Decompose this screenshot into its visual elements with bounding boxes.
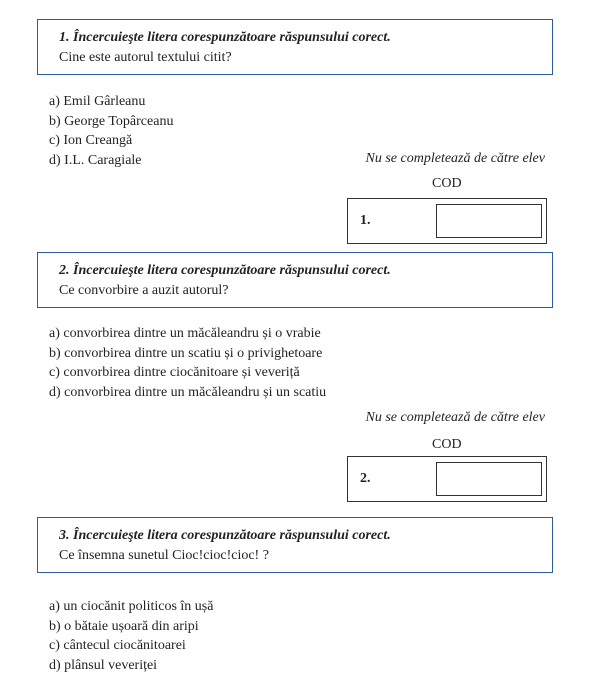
question-2-box: [37, 252, 553, 308]
question-1-box: [37, 19, 553, 75]
question-1-cod-label: COD: [432, 176, 462, 191]
option-2c[interactable]: c) convorbirea dintre ciocănitoare și veveriță: [49, 365, 300, 380]
option-1a[interactable]: a) Emil Gârleanu: [49, 94, 146, 109]
question-3-options: [49, 597, 213, 675]
question-1-instruction: 1. Încercuieşte litera corespunzătoare răspunsului corect.: [59, 30, 391, 45]
option-2a[interactable]: a) convorbirea dintre un măcăleandru și o vrabie: [49, 326, 321, 341]
option-3b[interactable]: b) o bătaie ușoară din aripi: [49, 618, 199, 634]
question-2-code-number: 2.: [360, 471, 371, 486]
option-2b[interactable]: b) convorbirea dintre un scatiu și o privighetoare: [49, 345, 323, 361]
question-1-code-number: 1.: [360, 213, 371, 228]
question-2-options: [49, 324, 326, 402]
question-2-cod-label: COD: [432, 437, 462, 452]
option-1c[interactable]: c) Ion Creangă: [49, 133, 133, 148]
option-3c[interactable]: c) cântecul ciocănitoarei: [49, 638, 186, 653]
question-2-instruction: 2. Încercuieşte litera corespunzătoare răspunsului corect.: [59, 263, 391, 278]
question-1-options: [49, 92, 173, 170]
question-2-teacher-note: Nu se completează de către elev: [365, 410, 545, 425]
question-1-text: Cine este autorul textului citit?: [59, 50, 232, 65]
question-2-code-field[interactable]: [436, 462, 542, 496]
question-1-teacher-note: Nu se completează de către elev: [365, 151, 545, 166]
question-2-code-box: [347, 456, 547, 502]
option-1b[interactable]: b) George Topârceanu: [49, 113, 174, 129]
option-1d[interactable]: d) I.L. Caragiale: [49, 152, 142, 168]
option-2d[interactable]: d) convorbirea dintre un măcăleandru și un scatiu: [49, 384, 327, 400]
question-1-code-field[interactable]: [436, 204, 542, 238]
question-3-instruction: 3. Încercuieşte litera corespunzătoare răspunsului corect.: [59, 528, 391, 543]
question-1-code-box: [347, 198, 547, 244]
option-3a[interactable]: a) un ciocănit politicos în ușă: [49, 599, 214, 614]
question-3-text: Ce însemna sunetul Cioc!cioc!cioc! ?: [59, 548, 269, 563]
question-2-text: Ce convorbire a auzit autorul?: [59, 283, 229, 298]
option-3d[interactable]: d) plânsul veveriței: [49, 657, 158, 673]
question-3-box: [37, 517, 553, 573]
